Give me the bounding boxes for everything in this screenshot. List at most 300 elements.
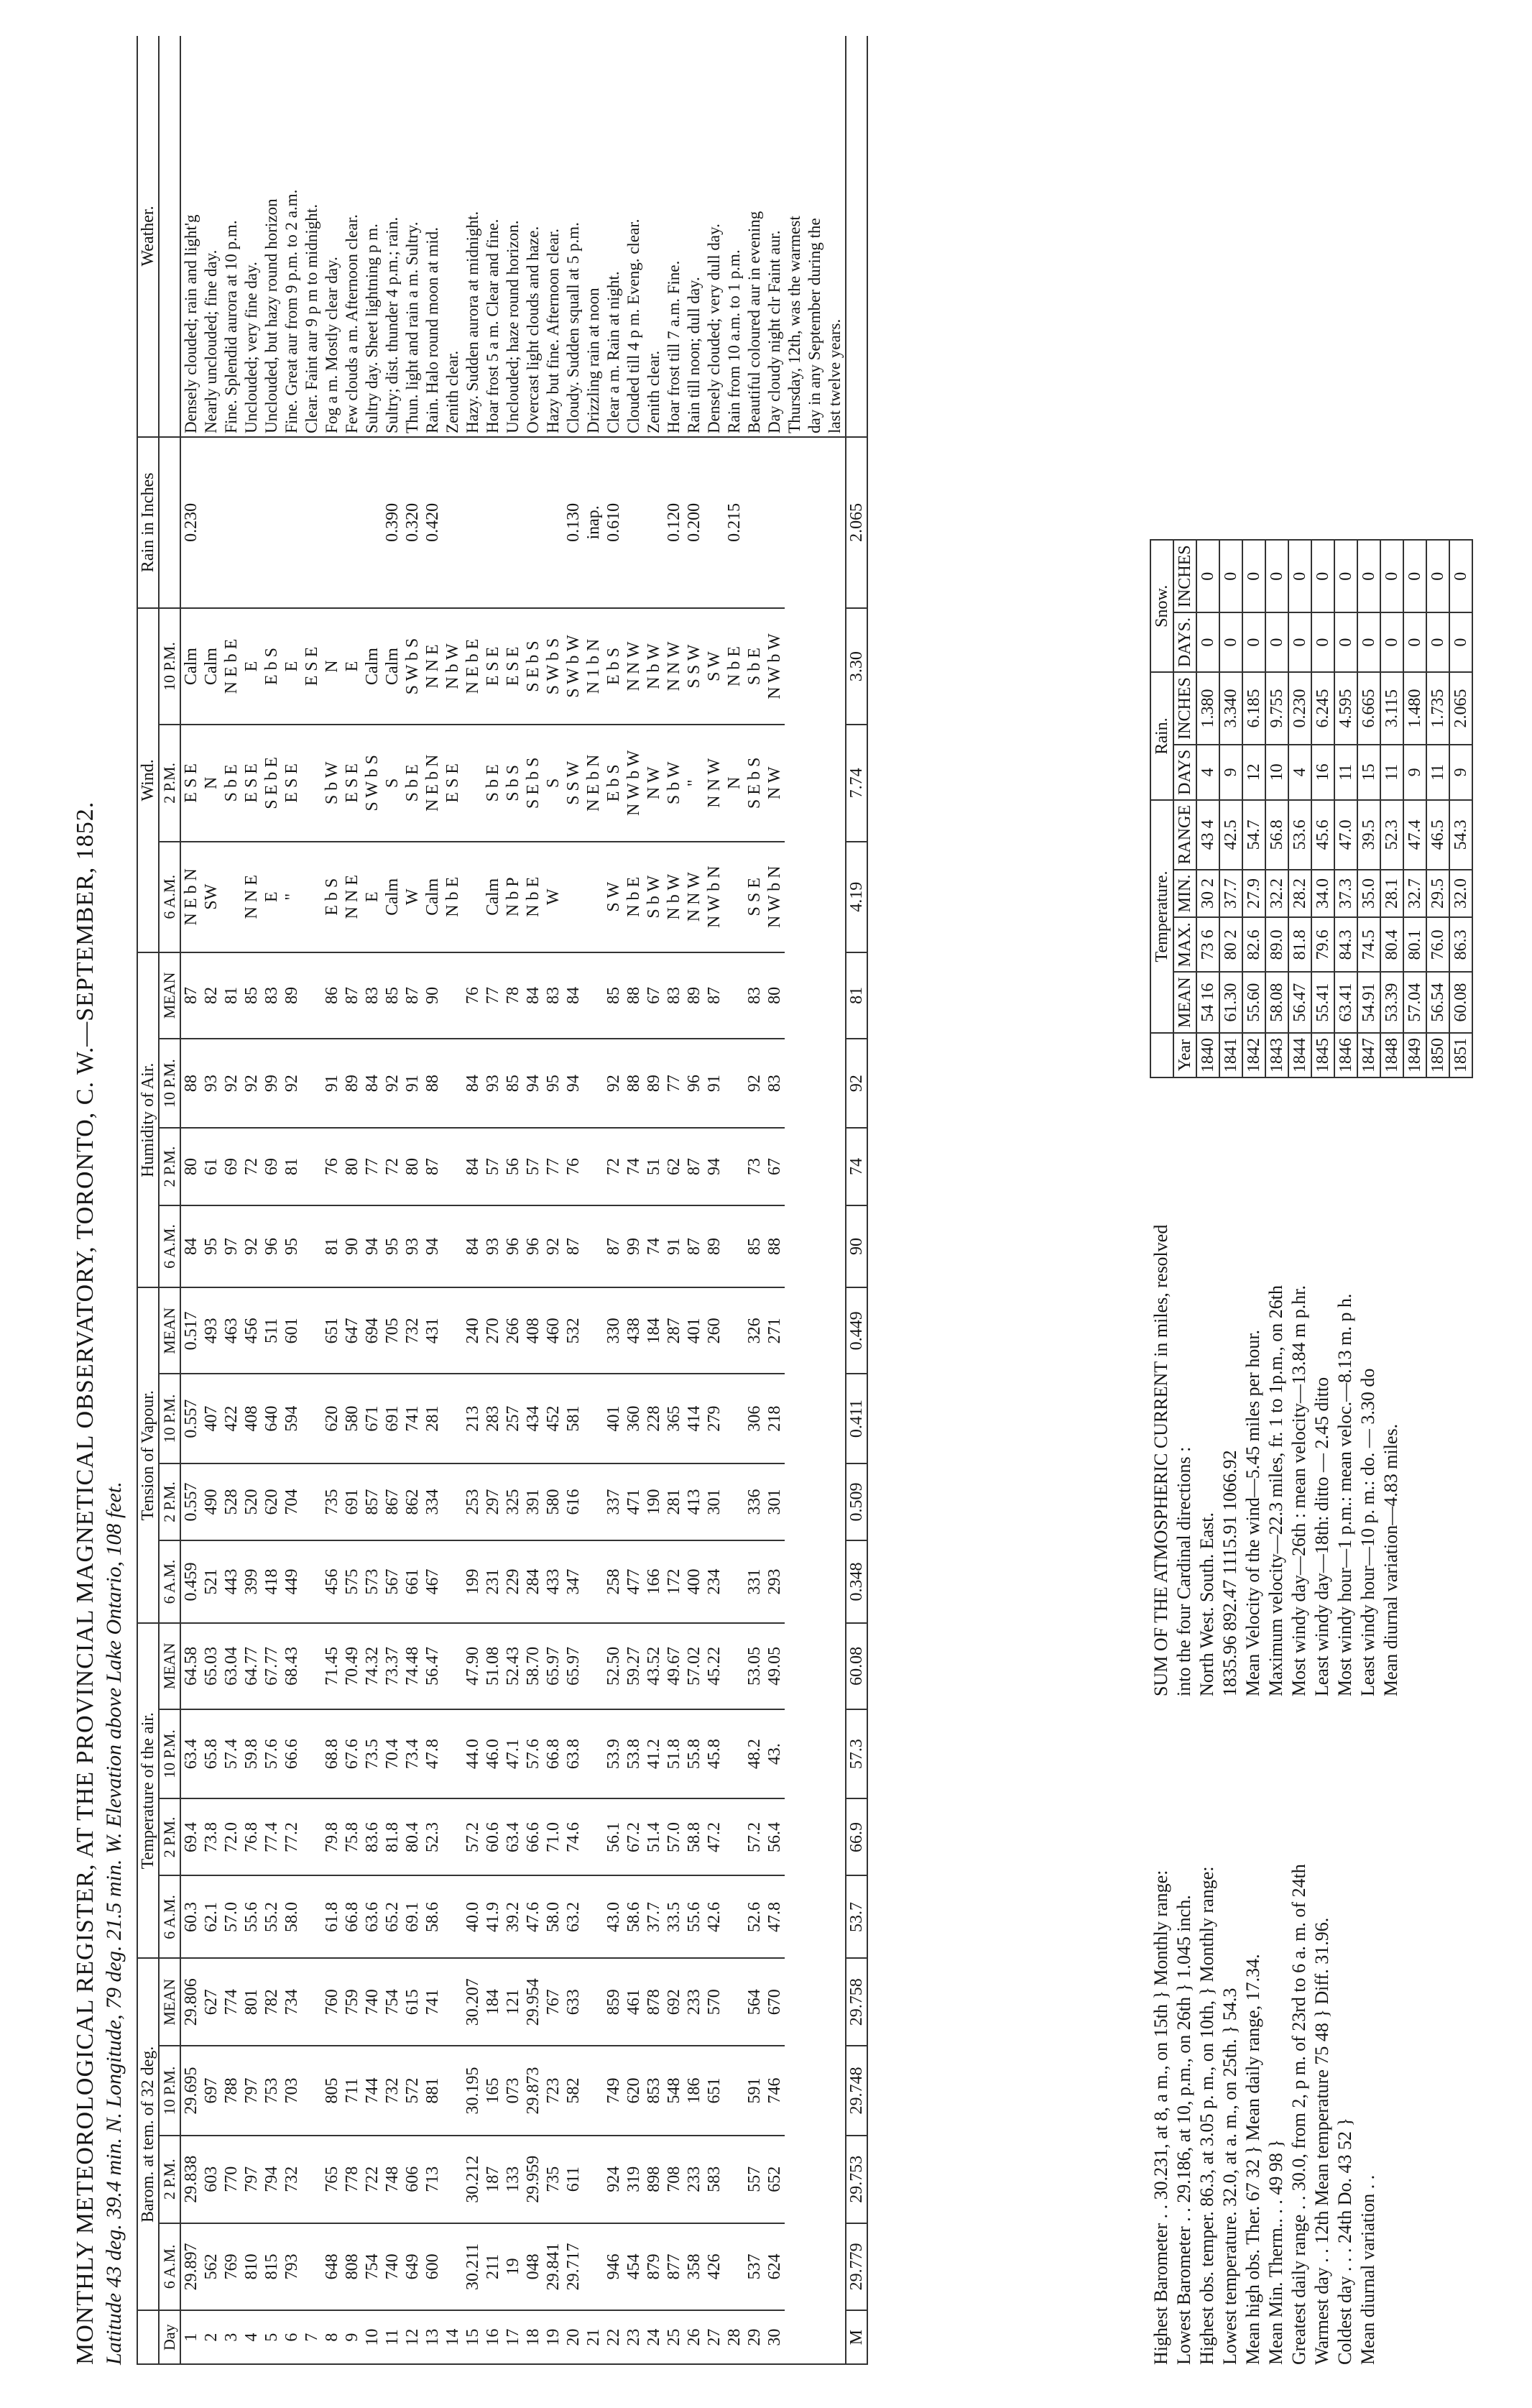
year-column-header: INCHES [1173,672,1196,745]
table-cell: 881 [423,2046,443,2136]
table-cell: 22 [604,2310,624,2364]
table-cell: 606 [402,2136,423,2223]
table-cell [302,1958,322,2046]
table-cell: 99 [624,1205,644,1288]
table-cell: 735 [543,2136,563,2223]
year-cell: 55.41 [1311,972,1334,1033]
table-cell: 0.610 [604,437,624,608]
table-cell: 520 [241,1463,262,1540]
column-header: MEAN [159,1958,180,2046]
year-row [1311,540,1334,1077]
table-cell: 56.47 [423,1623,443,1709]
table-cell: 41.2 [644,1709,664,1799]
table-cell [302,725,322,841]
table-cell: 95 [543,1039,563,1129]
table-cell: 231 [483,1540,503,1623]
table-cell: 89 [342,1039,362,1129]
year-cell: 76.0 [1426,917,1449,972]
table-cell: N N W [624,608,644,725]
table-row [744,36,765,2364]
year-cell: 1851 [1449,1033,1472,1077]
table-cell: 330 [604,1287,624,1374]
table-cell [302,1039,322,1129]
wind-summary-line: SUM OF THE ATMOSPHERIC CURRENT in miles, resolved [1150,1224,1171,1696]
table-cell: 55.6 [684,1876,704,1959]
table-cell: 57.2 [744,1798,765,1875]
table-cell: 85 [241,952,262,1039]
table-cell: 92 [241,1039,262,1129]
table-cell: 600 [423,2223,443,2311]
table-cell: 493 [201,1287,221,1374]
table-cell [443,2136,463,2223]
table-cell: " [684,725,704,841]
table-cell: 754 [382,1958,402,2046]
year-cell: 81.8 [1288,917,1311,972]
year-group-row [1150,540,1173,1077]
table-cell: 703 [282,2046,302,2136]
group-header: Weather. [137,36,159,437]
column-header: 6 A.M. [159,2223,180,2311]
year-cell: 53.39 [1380,972,1403,1033]
year-cell: 0 [1196,612,1219,672]
year-cell: 80 2 [1219,917,1242,972]
table-cell: 47.90 [463,1623,483,1709]
table-cell: 121 [503,1958,523,2046]
table-cell [644,437,664,608]
table-cell: 788 [221,2046,241,2136]
table-cell: S E b S [523,725,543,841]
table-cell: 83.6 [362,1798,382,1875]
year-cell: 58.08 [1265,972,1288,1033]
column-header: 10 P.M. [159,1039,180,1129]
table-cell: 301 [704,1463,724,1540]
weather-cell: Zenith clear. [644,36,664,437]
table-cell: 735 [322,1463,342,1540]
table-cell: 360 [624,1374,644,1463]
weather-remark-row [825,36,846,2364]
table-cell: 61.8 [322,1876,342,1959]
table-cell: 257 [503,1374,523,1463]
table-cell: 23 [624,2310,644,2364]
table-cell: 620 [262,1463,282,1540]
table-cell: 924 [604,2136,624,2223]
year-row [1265,540,1288,1077]
table-cell: 627 [201,1958,221,2046]
table-row [704,36,724,2364]
weather-cell: Hazy. Sudden aurora at midnight. [463,36,483,437]
table-cell [463,437,483,608]
table-cell: 92 [221,1039,241,1129]
table-cell [241,437,262,608]
table-cell: 47.8 [765,1876,785,1959]
table-cell: 33.5 [664,1876,684,1959]
table-cell: S S E [744,842,765,952]
mean-cell [846,36,867,437]
year-header-row [1173,540,1196,1077]
table-cell: 94 [423,1205,443,1288]
table-cell: 29.841 [543,2223,563,2311]
table-cell: 184 [644,1287,664,1374]
table-cell [302,842,322,952]
table-row [724,36,744,2364]
table-cell [443,1374,463,1463]
table-cell [342,437,362,608]
table-cell: N E b N [583,725,604,841]
table-cell [443,1540,463,1623]
table-cell: 754 [362,2223,382,2311]
weather-cell: Fine. Splendid aurora at 10 p.m. [221,36,241,437]
weather-cell: Unclouded; very fine day. [241,36,262,437]
table-cell [583,1287,604,1374]
table-cell: 92 [543,1205,563,1288]
summary-section [1150,36,1495,2365]
year-cell: 0 [1242,540,1265,612]
table-cell: 572 [402,2046,423,2136]
table-cell: S [543,725,563,841]
table-cell: 266 [503,1287,523,1374]
table-cell: 414 [684,1374,704,1463]
table-cell: 52.3 [423,1798,443,1875]
table-cell: 28 [724,2310,744,2364]
mean-cell: 92 [846,1039,867,1129]
day-group-header [137,2310,159,2364]
table-cell: 85 [604,952,624,1039]
year-cell: 15 [1357,745,1380,800]
table-cell: 77 [543,1128,563,1205]
year-row [1334,540,1357,1077]
table-cell: 77.4 [262,1798,282,1875]
table-cell: E S E [443,725,463,841]
table-cell: 652 [765,2136,785,2223]
table-cell [583,2136,604,2223]
table-row [180,36,201,2364]
table-cell: 401 [604,1374,624,1463]
year-cell: 9 [1449,745,1472,800]
table-cell: N b W [664,842,684,952]
table-cell: 65.97 [543,1623,563,1709]
year-cell: 9 [1219,745,1242,800]
table-cell [583,1798,604,1875]
table-cell: 81 [221,952,241,1039]
table-cell: 407 [201,1374,221,1463]
table-cell [724,1623,744,1709]
table-cell: 80 [765,952,785,1039]
table-cell: 88 [180,1039,201,1129]
table-cell: N W b W [624,725,644,841]
table-cell: 770 [221,2136,241,2223]
table-cell: 88 [624,952,644,1039]
table-row [765,36,785,2364]
table-cell: 74.48 [402,1623,423,1709]
table-cell: 211 [483,2223,503,2311]
year-cell: 0 [1426,612,1449,672]
table-cell: 56.4 [765,1798,785,1875]
mean-cell: 29.753 [846,2136,867,2223]
table-cell [563,842,583,952]
table-cell: 753 [262,2046,282,2136]
table-cell: 400 [684,1540,704,1623]
table-cell: 229 [503,1540,523,1623]
table-cell: S b E [744,608,765,725]
table-cell: N [201,725,221,841]
table-cell: 749 [604,2046,624,2136]
table-cell: 186 [684,2046,704,2136]
table-cell: 73.4 [402,1709,423,1799]
year-cell: 84.3 [1334,917,1357,972]
year-cell: 1841 [1219,1033,1242,1077]
table-cell [724,1039,744,1129]
weather-cell: Unclouded, but hazy round horizon [262,36,282,437]
year-cell: 79.6 [1311,917,1334,972]
table-cell: 746 [765,2046,785,2136]
column-header: 2 P.M. [159,1798,180,1875]
summary-line: Mean high obs. Ther. 67 32 } Mean daily range, 17.34. [1242,1954,1263,2365]
table-cell: S E b S [523,608,543,725]
table-cell: 616 [563,1463,583,1540]
table-cell: S W b S [543,608,563,725]
table-cell: 548 [664,2046,684,2136]
table-cell [503,437,523,608]
table-cell: 76 [463,952,483,1039]
table-cell: S b S [503,725,523,841]
table-cell: E b S [604,608,624,725]
table-cell: 43.0 [604,1876,624,1959]
table-cell: 76 [322,1128,342,1205]
table-cell: 580 [543,1463,563,1540]
year-group-header: Snow. [1150,540,1173,672]
table-cell: S W b S [362,725,382,841]
table-cell: 862 [402,1463,423,1540]
table-cell: 408 [523,1287,543,1374]
table-cell: N W b W [765,608,785,725]
table-cell: Calm [201,608,221,725]
table-cell [724,2046,744,2136]
table-cell: 270 [483,1287,503,1374]
table-cell: 640 [262,1374,282,1463]
weather-cell: Clouded till 4 p m. Eveng. clear. [624,36,644,437]
year-row [1449,540,1472,1077]
table-cell [583,1958,604,2046]
table-cell [201,437,221,608]
table-cell: 80.4 [402,1798,423,1875]
table-cell: S E b E [262,725,282,841]
year-column-header: RANGE [1173,800,1196,870]
table-cell: 90 [423,952,443,1039]
year-cell: 0 [1311,612,1334,672]
weather-cell: Unclouded; haze round horizon. [503,36,523,437]
table-cell: 25 [664,2310,684,2364]
mean-cell: 90 [846,1205,867,1288]
table-cell: 97 [221,1205,241,1288]
table-cell: 29.695 [180,2046,201,2136]
table-cell: 83 [744,952,765,1039]
table-cell: 51.8 [664,1709,684,1799]
year-cell: 12 [1242,745,1265,800]
table-cell: N b W [644,608,664,725]
table-cell: 0.230 [180,437,201,608]
wind-summary-line: Most windy hour—1 p.m.: mean veloc.—8.13 m. p h. [1334,1293,1355,1696]
table-cell: 401 [684,1287,704,1374]
table-cell: 853 [644,2046,664,2136]
year-cell: 0 [1311,540,1334,612]
column-header: 6 A.M. [159,842,180,952]
table-cell: 81 [282,1128,302,1205]
table-cell: Calm [382,842,402,952]
table-cell: 705 [382,1287,402,1374]
table-cell: 58.0 [543,1876,563,1959]
table-cell [583,2046,604,2136]
year-group-header: Rain. [1150,672,1173,800]
table-cell: 570 [704,1958,724,2046]
table-row [282,36,302,2364]
table-cell: 46.0 [483,1709,503,1799]
table-cell: 80 [180,1128,201,1205]
year-group-header: Temperature. [1150,800,1173,1033]
year-cell: 56.47 [1288,972,1311,1033]
weather-cell: Hoar frost 5 a m. Clear and fine. [483,36,503,437]
year-cell: 0 [1357,612,1380,672]
table-cell: 72 [604,1128,624,1205]
table-cell: 73.37 [382,1623,402,1709]
weather-cell: Overcast light clouds and haze. [523,36,543,437]
column-header: MEAN [159,1623,180,1709]
table-cell: E [241,608,262,725]
year-cell: 54.7 [1242,800,1265,870]
table-cell: N N W [684,842,704,952]
year-column-header: MAX. [1173,917,1196,972]
table-cell: 331 [744,1540,765,1623]
table-cell: 732 [382,2046,402,2136]
year-cell: 11 [1426,745,1449,800]
table-cell: 87 [684,1128,704,1205]
table-cell: E [362,842,382,952]
table-cell: 27 [704,2310,724,2364]
mean-cell: 3.30 [846,608,867,725]
group-header-row [137,36,159,2364]
table-cell: 293 [765,1540,785,1623]
weather-cell: Rain till noon; dull day. [684,36,704,437]
table-cell: 334 [423,1463,443,1540]
year-cell: 0 [1380,540,1403,612]
table-cell [443,1205,463,1288]
table-cell: 580 [342,1374,362,1463]
table-cell: 47.6 [523,1876,543,1959]
table-cell [302,1463,322,1540]
table-cell: 92 [241,1205,262,1288]
table-cell: N E b N [180,842,201,952]
mean-cell: 0.449 [846,1287,867,1374]
year-cell: 16 [1311,745,1334,800]
table-cell: 93 [483,1039,503,1129]
table-cell: 13 [423,2310,443,2364]
table-cell [322,437,342,608]
year-cell: 0 [1334,612,1357,672]
table-cell: E b S [262,608,282,725]
table-cell: 86 [322,952,342,1039]
mean-cell: 81 [846,952,867,1039]
table-cell: 60.3 [180,1876,201,1959]
table-cell: 44.0 [463,1709,483,1799]
mean-cell: M [846,2310,867,2364]
table-cell [302,2223,322,2311]
table-row [382,36,402,2364]
table-cell: 65.8 [201,1709,221,1799]
table-cell: N N W [664,608,684,725]
table-cell: N b E [443,842,463,952]
wind-summary-line: 1835.96 892.47 1115.91 1066.92 [1219,1450,1240,1696]
table-cell [724,1205,744,1288]
table-cell: 859 [604,1958,624,2046]
year-cell: 3.340 [1219,672,1242,745]
table-cell [463,725,483,841]
year-row [1242,540,1265,1077]
column-header-row [159,36,180,2364]
table-cell: 740 [362,1958,382,2046]
year-cell: 0 [1426,540,1449,612]
table-cell: 133 [503,2136,523,2223]
table-cell: 0.215 [724,437,744,608]
summary-line: Highest Barometer . . 30.231, at 8, a m., on 15th } Monthly range: [1150,1870,1171,2365]
table-cell: 30.195 [463,2046,483,2136]
table-cell: 47.1 [503,1709,523,1799]
table-cell [724,1798,744,1875]
table-cell: 84 [463,1205,483,1288]
weather-cell: Rain. Halo round moon at mid. [423,36,443,437]
table-cell: 42.6 [704,1876,724,1959]
table-cell: 17 [503,2310,523,2364]
weather-cell: Few clouds a m. Afternoon clear. [342,36,362,437]
table-cell: 18 [523,2310,543,2364]
table-row [624,36,644,2364]
table-cell: 233 [684,1958,704,2046]
mean-row [846,36,867,2364]
year-cell: 11 [1334,745,1357,800]
table-cell [302,437,322,608]
table-cell: 77.2 [282,1798,302,1875]
table-cell [443,952,463,1039]
table-cell: 857 [362,1463,382,1540]
summary-line: Coldest day . . . 24th Do. 43 52 } [1334,2118,1355,2365]
table-cell: 713 [423,2136,443,2223]
table-cell: 89 [644,1039,664,1129]
column-header: MEAN [159,1287,180,1374]
year-cell: 0 [1242,612,1265,672]
table-cell [443,1798,463,1875]
year-row [1219,540,1242,1077]
weather-remark: day in any September during the [805,36,825,437]
weather-cell: Fog a m. Mostly clear day. [322,36,342,437]
table-cell: 810 [241,2223,262,2311]
year-cell: 34.0 [1311,870,1334,918]
table-cell: 57.0 [664,1798,684,1875]
table-cell: 391 [523,1463,543,1540]
table-cell: 431 [423,1287,443,1374]
table-cell: 12 [402,2310,423,2364]
table-cell: 43. [765,1709,785,1799]
table-cell: N N E [423,608,443,725]
summary-line: Highest obs. temper. 86.3, at 3.05 p. m., on 10th, } Monthly range: [1196,1866,1217,2365]
table-cell: 319 [624,2136,644,2223]
year-cell: 28.1 [1380,870,1403,918]
weather-cell: Densely clouded; rain and light'g [180,36,201,437]
year-column-header: MEAN [1173,972,1196,1033]
table-cell [724,1876,744,1959]
year-cell: 46.5 [1426,800,1449,870]
table-cell: S b E [221,725,241,841]
table-cell: 45.22 [704,1623,724,1709]
table-cell: " [282,842,302,952]
table-cell: 537 [744,2223,765,2311]
